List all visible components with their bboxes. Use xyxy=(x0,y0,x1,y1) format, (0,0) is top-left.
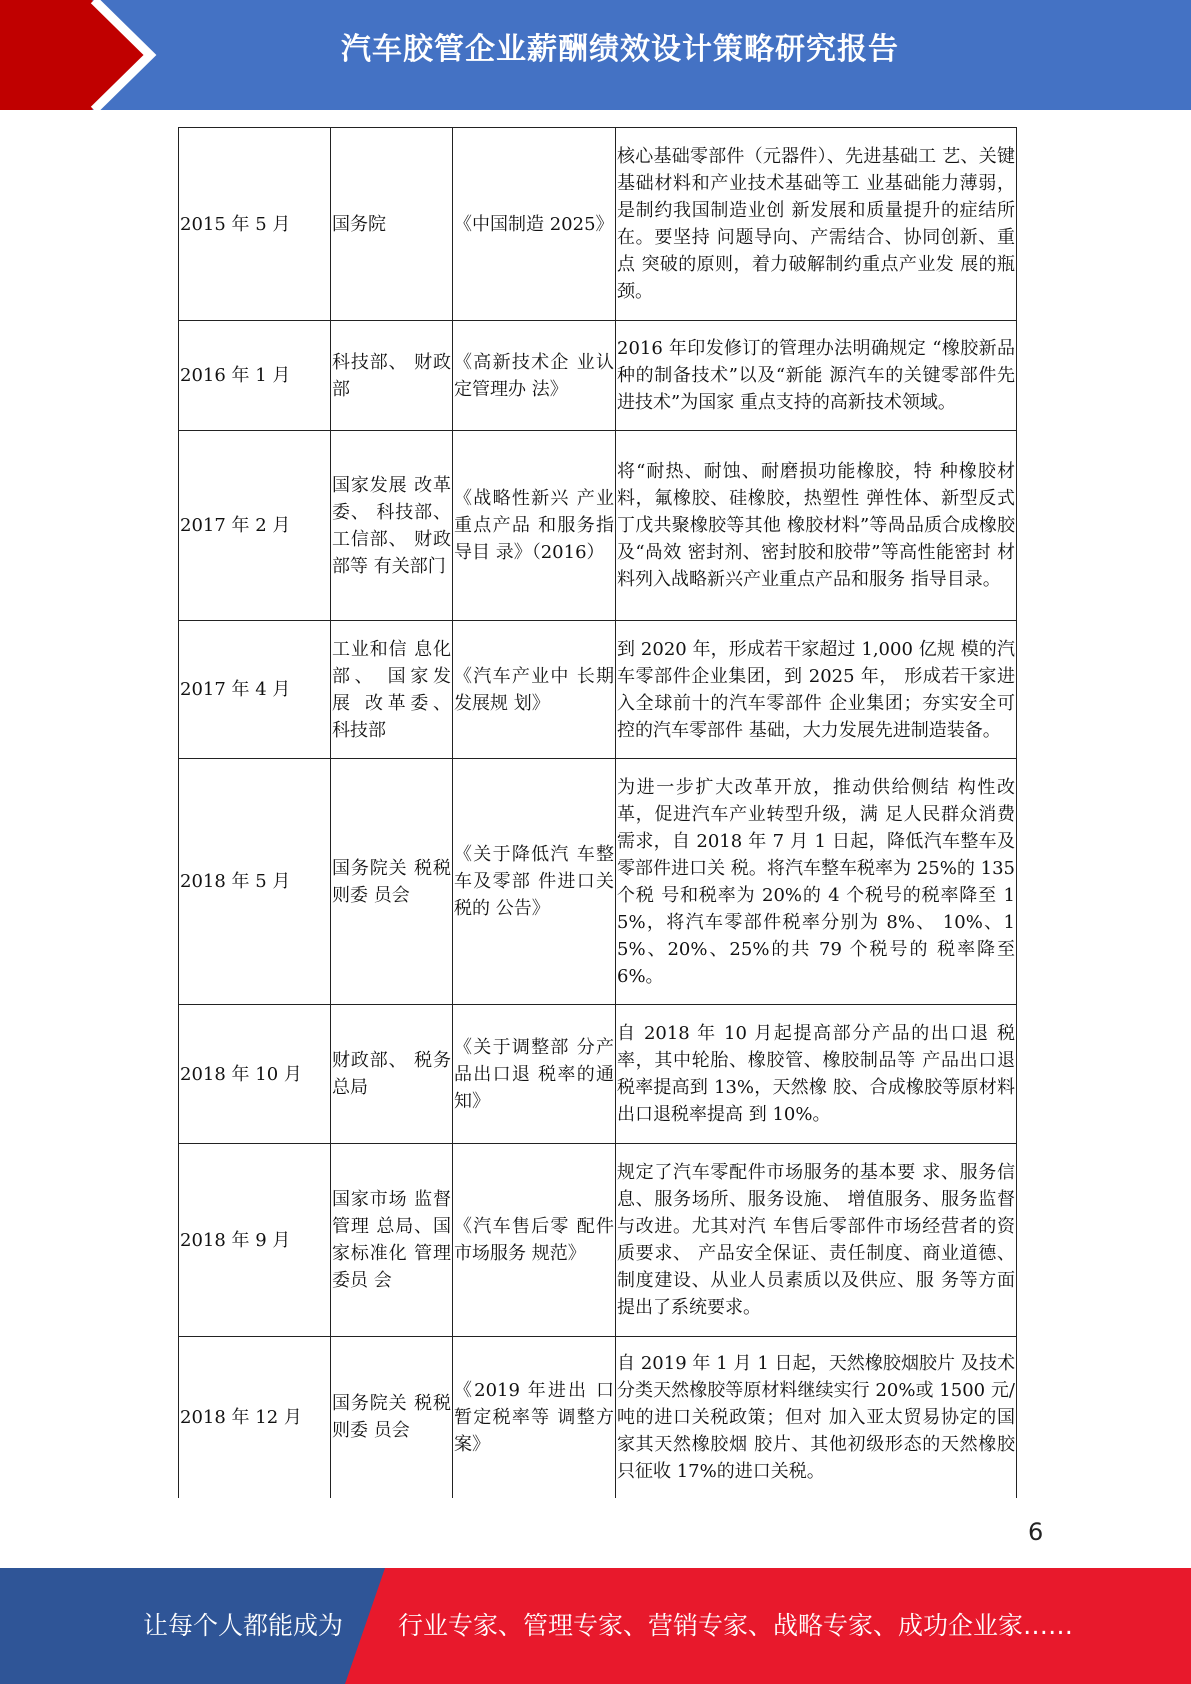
policy-table xyxy=(178,127,1017,1498)
page-number: 6 xyxy=(1028,1518,1044,1546)
policy-table-container xyxy=(178,127,1015,1498)
cell-department: 国务院关 税税则委 员会 xyxy=(331,759,453,1005)
cell-description: 到 2020 年，形成若干家超过 1,000 亿规 模的汽车零部件企业集团，到 2025 年， 形成若干家进入全球前十的汽车零部件 企业集团；夯实安全可控的汽车零部件 基础，大力发展先进制造装备。 xyxy=(616,621,1017,759)
cell-document: 《高新技术企 业认定管理办 法》 xyxy=(453,321,616,431)
cell-date: 2017 年 4 月 xyxy=(179,621,331,759)
cell-description: 为进一步扩大改革开放，推动供给侧结 构性改革，促进汽车产业转型升级，满 足人民群众消费需求，自 2018 年 7 月 1 日起，降低汽车整车及零部件进口关 税。将汽车整车税率为 25%的 135 个税 号和税率为 20%的 4 个税号的税率降至 15%，将汽车零部件税率分别为 8%、 10%、15%、20%、25%的共 79 个税号的 税率降至 6%。 xyxy=(616,759,1017,1005)
cell-document: 《关于降低汽 车整车及零部 件进口关税的 公告》 xyxy=(453,759,616,1005)
cell-department: 工业和信 息化部、 国家发 展 改革委、 科技部 xyxy=(331,621,453,759)
cell-date: 2018 年 10 月 xyxy=(179,1005,331,1144)
cell-date: 2018 年 5 月 xyxy=(179,759,331,1005)
footer-slogan-left: 让每个人都能成为 xyxy=(143,1611,344,1640)
table-row xyxy=(179,621,1017,759)
cell-department: 国务院关 税税则委 员会 xyxy=(331,1337,453,1498)
header-red-arrow xyxy=(0,0,148,110)
table-row xyxy=(179,431,1017,621)
table-row xyxy=(179,128,1017,321)
cell-department: 国务院 xyxy=(331,128,453,321)
cell-date: 2018 年 9 月 xyxy=(179,1144,331,1337)
table-row xyxy=(179,1337,1017,1498)
footer-slogan-right: 行业专家、管理专家、营销专家、战略专家、成功企业家…… xyxy=(398,1611,1074,1640)
cell-date: 2017 年 2 月 xyxy=(179,431,331,621)
cell-document: 《关于调整部 分产品出口退 税率的通知》 xyxy=(453,1005,616,1144)
cell-description: 自 2019 年 1 月 1 日起，天然橡胶烟胶片 及技术分类天然橡胶等原材料继续实行 20%或 1500 元/吨的进口关税政策；但对 加入亚太贸易协定的国家其天然橡胶烟 胶片、其他初级形态的天然橡胶只征收 17%的进口关税。 xyxy=(616,1337,1017,1498)
cell-department: 国家市场 监督管理 总局、国 家标准化 管理委员 会 xyxy=(331,1144,453,1337)
cell-description: 将“耐热、耐蚀、耐磨损功能橡胶，特 种橡胶材料，氟橡胶、硅橡胶，热塑性 弹性体、新型反式丁戊共聚橡胶等其他 橡胶材料”等咼品质合成橡胶及“咼效 密封剂、密封胶和胶带”等高性能密封 材料列入战略新兴产业重点产品和服务 指导目录。 xyxy=(616,431,1017,621)
report-title: 汽车胶管企业薪酬绩效设计策略研究报告 xyxy=(341,32,899,67)
cell-department: 科技部、 财政部 xyxy=(331,321,453,431)
cell-description: 2016 年印发修订的管理办法明确规定 “橡胶新品种的制备技术”以及“新能 源汽车的关键零部件先进技术”为国家 重点支持的高新技术领域。 xyxy=(616,321,1017,431)
cell-document: 《战略性新兴 产业重点产品 和服务指导目 录》（2016） xyxy=(453,431,616,621)
cell-document: 《汽车产业中 长期发展规 划》 xyxy=(453,621,616,759)
cell-description: 规定了汽车零配件市场服务的基本要 求、服务信息、服务场所、服务设施、 增值服务、服务监督与改进。尤其对汽 车售后零部件市场经营者的资质要求、 产品安全保证、责任制度、商业道德、 制度建设、从业人员素质以及供应、服 务等方面提出了系统要求。 xyxy=(616,1144,1017,1337)
cell-date: 2018 年 12 月 xyxy=(179,1337,331,1498)
page-footer xyxy=(0,1568,1191,1684)
cell-department: 财政部、 税务总局 xyxy=(331,1005,453,1144)
cell-description: 核心基础零部件（元器件）、先进基础工 艺、关键基础材料和产业技术基础等工 业基础能力薄弱，是制约我国制造业创 新发展和质量提升的症结所在。要坚持 问题导向、产需结合、协同创新、重点 突破的原则，着力破解制约重点产业发 展的瓶颈。 xyxy=(616,128,1017,321)
page-header xyxy=(0,0,1191,110)
table-row xyxy=(179,1005,1017,1144)
cell-date: 2015 年 5 月 xyxy=(179,128,331,321)
table-row xyxy=(179,321,1017,431)
table-row xyxy=(179,1144,1017,1337)
cell-document: 《2019 年进出 口暂定税率等 调整方案》 xyxy=(453,1337,616,1498)
table-row xyxy=(179,759,1017,1005)
cell-department: 国家发展 改革委、 科技部、 工信部、 财政部等 有关部门 xyxy=(331,431,453,621)
cell-date: 2016 年 1 月 xyxy=(179,321,331,431)
cell-description: 自 2018 年 10 月起提高部分产品的出口退 税率，其中轮胎、橡胶管、橡胶制品等 产品出口退税率提高到 13%，天然橡 胶、合成橡胶等原材料出口退税率提高 到 10%。 xyxy=(616,1005,1017,1144)
cell-document: 《中国制造 2025》 xyxy=(453,128,616,321)
cell-document: 《汽车售后零 配件市场服务 规范》 xyxy=(453,1144,616,1337)
